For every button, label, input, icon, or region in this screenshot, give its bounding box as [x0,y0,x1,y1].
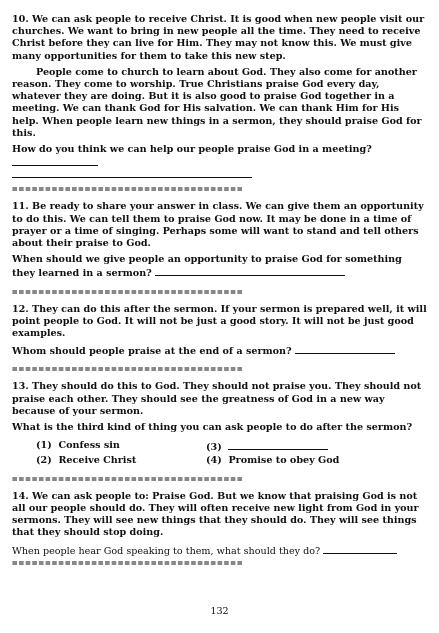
answer-blank[interactable] [155,266,345,276]
section-divider: =================================== [12,365,244,376]
section-13-question: What is the third kind of thing you can ask people to do after the sermon? [12,422,413,434]
section-14-question: When people hear God speaking to them, what should they do? [12,544,427,558]
option-3[interactable]: (3) [206,440,396,454]
section-10-question: How do you think we can help our people praise God in a meeting? [12,144,427,170]
answer-blank[interactable] [12,156,98,166]
option-4: (4) Promise to obey God [206,455,340,467]
section-divider: =================================== [12,474,244,485]
page-number: 132 [210,606,229,617]
section-10-paragraph-2: People come to church to learn about God. They also come for another reason. They come to worship. True Christians praise God every day, whatever they are doing. But it is also good to praise God together in a meeting. We can thank God for His salvation. We can thank Him for His help. When people learn new things in a sermon, they should praise God for this. [12,66,422,139]
section-14-paragraph: 14. We can ask people to: Praise God. But we know that praising God is not all our people should do. They will often receive new light from God in your sermons. They will see new things that they should do. They will see things that they should stop doing. [12,490,419,539]
option-2: (2) Receive Christ [36,455,137,467]
section-11-question: When should we give people an opportunity to praise God for something they learned in a sermon? [12,254,402,280]
section-13-paragraph: 13. They should do this to God. They should not praise you. They should not praise each other. They should see the greatness of God in a new way because of your sermon. [12,381,422,417]
answer-blank[interactable] [228,440,328,450]
answer-line[interactable] [12,176,252,178]
section-divider: =================================== [12,558,244,569]
section-11-paragraph: 11. Be ready to share your answer in class. We can give them an opportunity to do this. We can tell them to praise God now. It may be done in a time of prayer or a time of singing. Perhaps some will want to stand and tell others about their praise to God. [12,201,424,250]
answer-blank[interactable] [295,344,395,354]
section-divider: =================================== [12,287,244,298]
option-1: (1) Confess sin [36,440,120,452]
options-list [36,440,427,467]
section-10-paragraph: 10. We can ask people to receive Christ. It is good when new people visit our churches. We want to bring in new people all the time. They need to receive Christ before they can live for Him. They may not know this. We must give many opportunities for them to take this new step. [12,14,425,62]
section-12-paragraph: 12. They can do this after the sermon. If your sermon is prepared well, it will point people to God. It will not be just a good story. It will not be just good examples. [12,303,427,340]
answer-blank[interactable] [323,544,397,554]
section-divider: =================================== [12,185,244,196]
section-12-question: Whom should people praise at the end of a sermon? [12,344,427,358]
